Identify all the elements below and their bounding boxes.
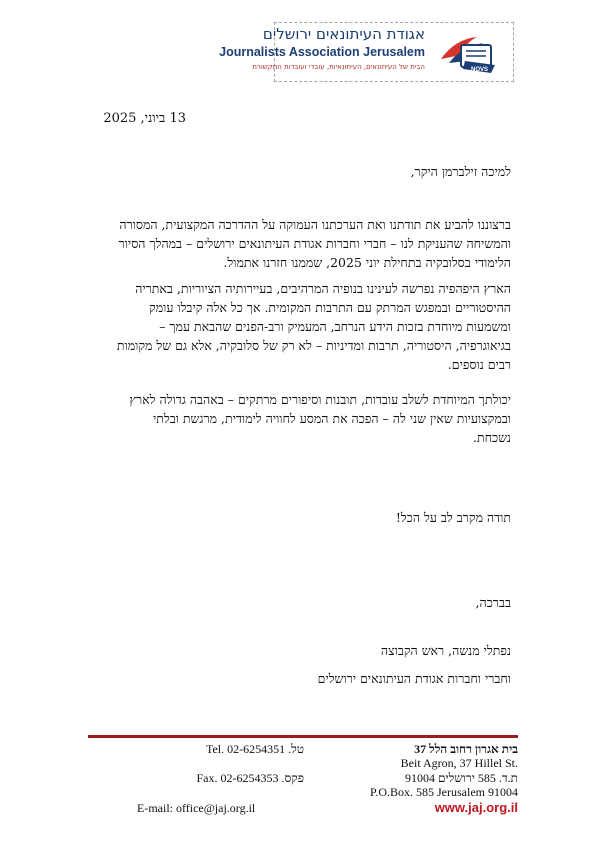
letter-paragraph-3: יכולתך המיוחדת לשלב עובדות, תובנות וסיפורים מרתקים – באהבה גדולה לארץ ובמקצועיות שאין שני לה – הפכה את המסע לחוויה לימודית, מרגשת ובלתי נשכחת.	[129, 392, 511, 445]
letter-thanks: תודה מקרב לב על הכל!	[395, 510, 511, 525]
org-tagline: הבית של העיתונאים, העיתונאיות, עובדי ועובדות התקשורת	[252, 63, 425, 71]
letter-paragraph-1: ברצוננו להביע את תודתנו ואת הערכתנו העמוקה על ההדרכה המקצועית, המסורה והמשיחה שהעניקת לנו – חברי וחברות אגודת העיתונאים ירושלים – במהלך הסיור הלימודי בסלובקיה בתחילת יוני 2025, שממנו חזרנו אתמול.	[118, 217, 511, 270]
emblem-label: NOVS	[471, 67, 489, 73]
letter-date: 13 ביוני, 2025	[103, 111, 186, 126]
footer-phone: טל. 02-6254351 .Tel	[205, 742, 304, 756]
org-name-english: Journalists Association Jerusalem	[219, 45, 425, 59]
letterhead-logo	[219, 22, 514, 82]
footer-pobox-hebrew: ת.ד. 585 ירושלים 91004	[405, 771, 518, 785]
org-name-hebrew: אגודת העיתונאים ירושלים	[262, 25, 425, 43]
footer-divider	[88, 735, 518, 738]
letter-closing: בברכה,	[475, 595, 511, 610]
footer-website-link[interactable]: www.jaj.org.il	[434, 800, 518, 815]
footer-email-link[interactable]: E-mail: office@jaj.org.il	[137, 801, 256, 815]
letter-members: וחברי וחברות אגודת העיתונאים ירושלים	[317, 671, 511, 686]
letter-signer: נפתלי מנשה, ראש הקבוצה	[380, 643, 511, 658]
footer-address-english: Beit Agron, 37 Hillel St.	[400, 756, 518, 770]
footer-pobox-english: P.O.Box. 585 Jerusalem 91004	[370, 785, 518, 799]
letter-paragraph-2: הארץ היפהפיה נפרשה לעינינו בנופיה המרהיבים, בעיירותיה הציוריות, באתריה ההיסטוריים ובמפגש המרתק עם התרבות המקומית. אך כל אלה קיבלו עומק ומשמעות מיוחדת בזכות הידע הנרחב, המעמיק ורב-הפנים שהבאת עמך – בגיאוגרפיה, היסטוריה, תרבות ומדיניות – לא רק של סלובקיה, אלא גם של מקומות רבים נוספים.	[116, 281, 511, 372]
letter-greeting: למיכה זילברמן היקר,	[410, 164, 511, 179]
footer-fax: פקס. 02-6254353 .Fax	[196, 771, 304, 785]
footer-address-hebrew: בית אגרון רחוב הלל 37	[414, 742, 518, 756]
press-emblem-icon	[435, 29, 505, 77]
